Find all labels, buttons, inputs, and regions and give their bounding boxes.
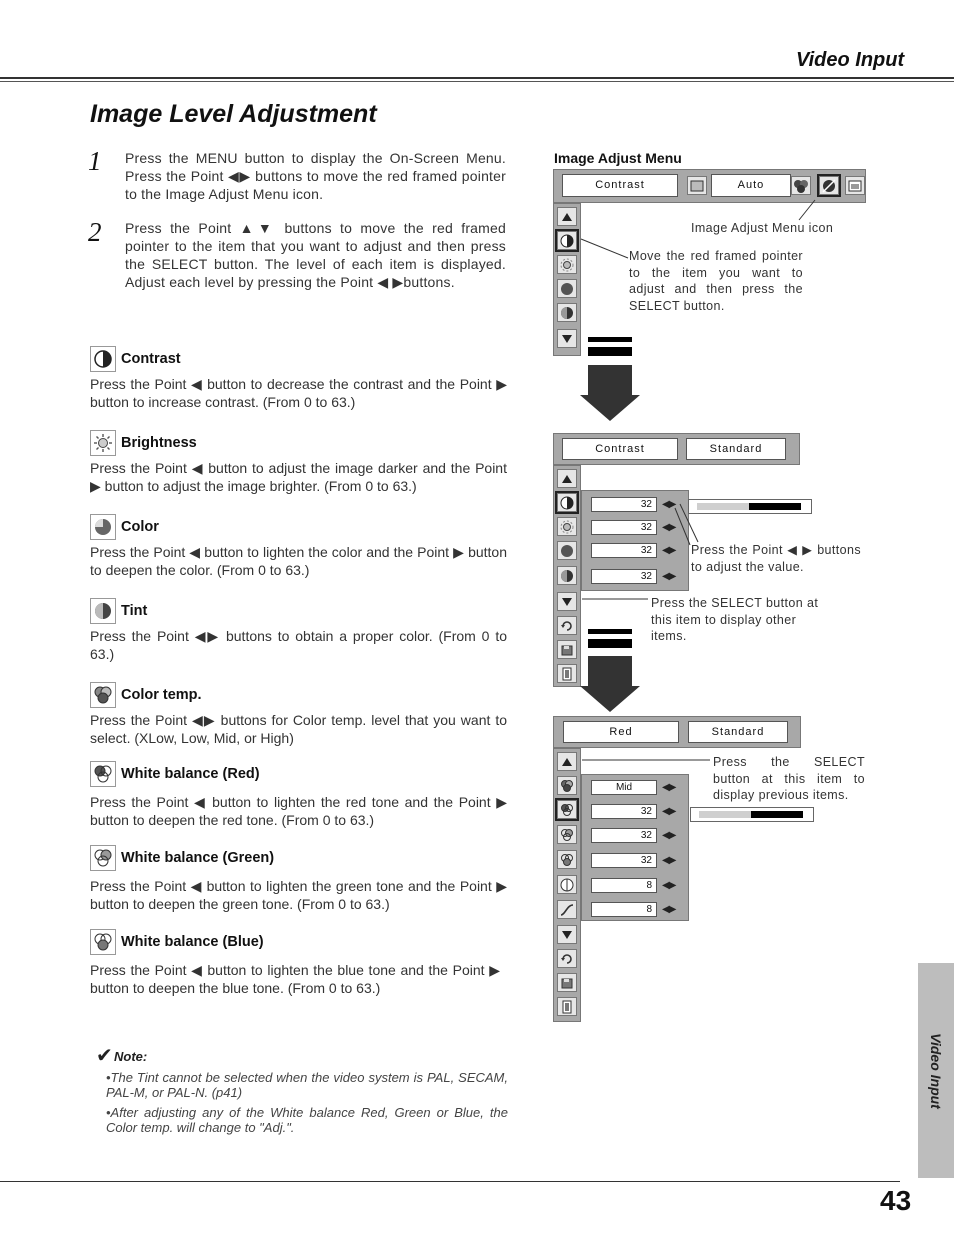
item-desc-contrast: Press the Point ◀ button to decrease the contrast and the Point ▶ button to increase contrast. (From 0 to 63.) (90, 376, 507, 410)
contrast-icon (557, 493, 577, 512)
arrow-stripe (588, 337, 632, 342)
annot-move-pointer: Move the red framed pointer to the item you want to adjust and then press the SELECT button. (629, 249, 803, 313)
store-icon (557, 973, 577, 992)
color-icon (557, 279, 577, 298)
osd-mode-field: Standard (688, 721, 788, 743)
reset-icon (557, 949, 577, 968)
item-desc-white-balance-blue: Press the Point ◀ button to lighten the blue tone and the Point ▶ button to deepen the blue tone. (From 0 to 63.) (90, 962, 500, 996)
white-balance-green-icon (90, 845, 116, 871)
white-balance-red-icon (90, 761, 116, 787)
osd-screen-icon (845, 176, 865, 195)
left-right-arrow-icon: ◀▶ (662, 522, 676, 533)
step-number-1: 1 (88, 146, 102, 176)
checkmark-icon: ✔ (96, 1045, 113, 1067)
value-box: 32 (591, 520, 657, 535)
item-desc-white-balance-red: Press the Point ◀ button to lighten the red tone and the Point ▶ button to deepen the red tone. (From 0 to 63.) (90, 794, 507, 828)
brightness-icon (557, 517, 577, 536)
white-balance-blue-icon (557, 850, 577, 869)
item-title-tint: Tint (121, 603, 148, 619)
tint-icon (90, 598, 116, 624)
page-title: Image Level Adjustment (90, 100, 377, 128)
exit-icon (557, 997, 577, 1016)
image-adjust-menu-icon (819, 176, 839, 195)
contrast-icon (90, 346, 116, 372)
left-right-arrow-icon: ◀▶ (662, 499, 676, 510)
annot-menu-icon: Image Adjust Menu icon (691, 221, 834, 235)
menu-caption: Image Adjust Menu (554, 150, 682, 166)
arrow-stripe (588, 639, 632, 648)
left-right-arrow-icon: ◀▶ (662, 806, 676, 817)
item-title-white-balance-red: White balance (Red) (121, 766, 260, 782)
step-text-2: Press the Point ▲▼ buttons to move the red framed pointer to the item that you want to adjust and then press the SELECT button. The level of each item is displayed. Adjust each level by pressing the Point ◀ ▶buttons. (125, 220, 506, 290)
item-title-white-balance-green: White balance (Green) (121, 850, 275, 866)
color-temp-icon (557, 776, 577, 795)
value-box: 32 (591, 497, 657, 512)
header-rule (0, 77, 954, 79)
header-rule-thin (0, 81, 954, 82)
slider-track (697, 503, 801, 510)
footer-rule (0, 1181, 900, 1182)
section-title: Video Input (796, 49, 905, 71)
color-icon (90, 514, 116, 540)
page-number: 43 (880, 1185, 912, 1216)
value-box: 32 (591, 853, 657, 868)
item-title-white-balance-blue: White balance (Blue) (121, 934, 264, 950)
left-right-arrow-icon: ◀▶ (662, 571, 676, 582)
osd-item-field: Red (563, 721, 679, 743)
down-arrow-icon (557, 329, 577, 348)
value-box: 32 (591, 804, 657, 819)
side-tab (918, 963, 954, 1178)
down-arrow-icon (557, 925, 577, 944)
item-desc-white-balance-green: Press the Point ◀ button to lighten the green tone and the Point ▶ button to deepen the green tone. (From 0 to 63.) (90, 878, 507, 912)
item-title-contrast: Contrast (121, 351, 181, 367)
down-arrow-icon-large (580, 365, 640, 421)
slider-fill (697, 503, 749, 510)
slider-track (699, 811, 803, 818)
white-balance-blue-icon (90, 929, 116, 955)
callout-lines-2 (580, 500, 700, 610)
callout-line-3 (580, 755, 715, 765)
annot-adjust-value: Press the Point ◀ ▶ buttons to adjust the value. (691, 543, 861, 574)
white-balance-green-icon (557, 825, 577, 844)
value-box: Mid (591, 780, 657, 795)
left-right-arrow-icon: ◀▶ (662, 830, 676, 841)
osd-color-icon (791, 176, 811, 195)
osd-mode-field: Auto (711, 174, 791, 197)
note-title: Note: (114, 1049, 148, 1064)
value-box: 8 (591, 878, 657, 893)
level-slider (688, 499, 812, 514)
item-title-brightness: Brightness (121, 435, 197, 451)
value-box: 32 (591, 543, 657, 558)
note-line-1: •The Tint cannot be selected when the video system is PAL, SECAM, PAL-M, or PAL-N. (p41) (106, 1070, 508, 1100)
side-tab-label: Video Input (928, 1033, 944, 1109)
left-right-arrow-icon: ◀▶ (662, 545, 676, 556)
store-icon (557, 640, 577, 659)
gamma-icon (557, 900, 577, 919)
down-arrow-icon-large (580, 656, 640, 712)
exit-icon (557, 664, 577, 683)
white-balance-red-icon (557, 800, 577, 819)
color-icon (557, 541, 577, 560)
step-text-1: Press the MENU button to display the On-Screen Menu. Press the Point ◀▶ buttons to move the red framed pointer to the Image Adjust Menu icon. (125, 150, 506, 202)
tint-icon (557, 566, 577, 585)
item-desc-color-temp: Press the Point ◀▶ buttons for Color temp. level that you want to select. (XLow, Low, Mid, or High) (90, 712, 507, 746)
osd-mode-field: Standard (686, 438, 786, 460)
note-line-2: •After adjusting any of the White balance Red, Green or Blue, the Color temp. will change to "Adj.". (106, 1105, 508, 1135)
left-right-arrow-icon: ◀▶ (662, 904, 676, 915)
osd-item-field: Contrast (562, 174, 678, 197)
step-number-2: 2 (88, 217, 102, 247)
brightness-icon (90, 430, 116, 456)
color-temp-icon (90, 682, 116, 708)
value-box: 8 (591, 902, 657, 917)
sharpness-icon (557, 875, 577, 894)
item-desc-tint: Press the Point ◀▶ buttons to obtain a proper color. (From 0 to 63.) (90, 628, 507, 662)
item-title-color: Color (121, 519, 159, 535)
annot-select-more: Press the SELECT button at this item to display other items. (651, 596, 819, 643)
osd-source-icon (687, 176, 707, 195)
arrow-stripe (588, 347, 632, 356)
item-desc-color: Press the Point ◀ button to lighten the color and the Point ▶ button to deepen the color. (From 0 to 63.) (90, 544, 507, 578)
tint-icon (557, 303, 577, 322)
item-title-color-temp: Color temp. (121, 687, 202, 703)
arrow-stripe (588, 629, 632, 634)
annot-select-previous: Press the SELECT button at this item to display previous items. (713, 755, 865, 802)
level-slider (690, 807, 814, 822)
reset-icon (557, 616, 577, 635)
osd-item-field: Contrast (562, 438, 678, 460)
item-desc-brightness: Press the Point ◀ button to adjust the image darker and the Point ▶ button to adjust the image brighter. (From 0 to 63.) (90, 460, 507, 494)
left-right-arrow-icon: ◀▶ (662, 880, 676, 891)
down-arrow-icon (557, 592, 577, 611)
up-arrow-icon (557, 752, 577, 771)
left-right-arrow-icon: ◀▶ (662, 782, 676, 793)
up-arrow-icon (557, 469, 577, 488)
value-box: 32 (591, 828, 657, 843)
osd-value-panel-3 (581, 774, 689, 921)
left-right-arrow-icon: ◀▶ (662, 855, 676, 866)
value-box: 32 (591, 569, 657, 584)
slider-fill (699, 811, 751, 818)
